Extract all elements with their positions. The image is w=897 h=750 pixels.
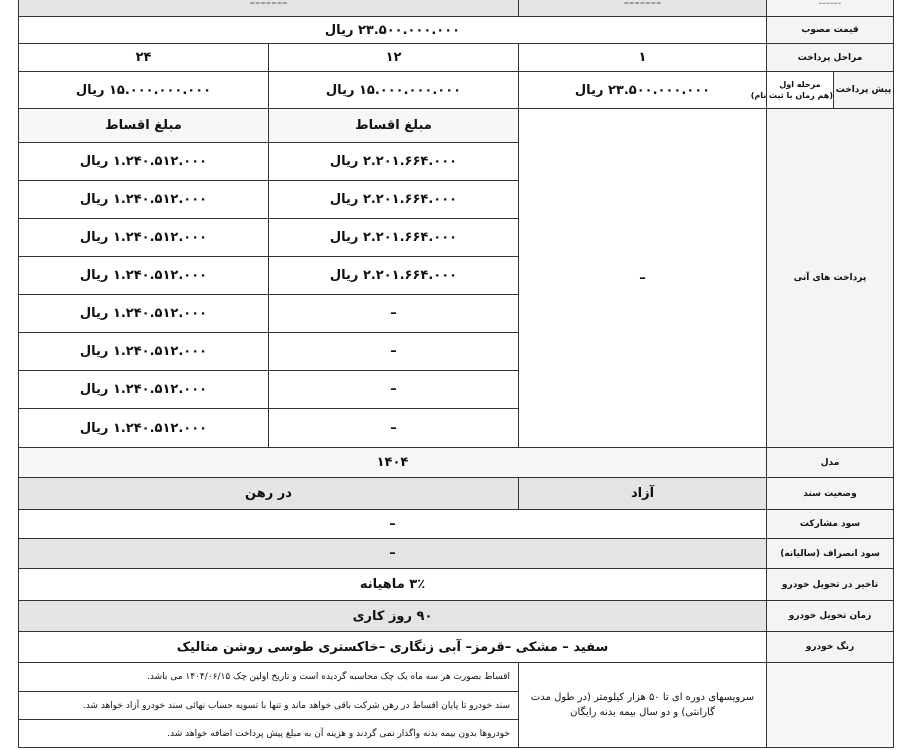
prepayment-24: ۱۵.۰۰۰.۰۰۰.۰۰۰ ریال xyxy=(19,72,269,109)
delivery-time-label: زمان تحویل خودرو xyxy=(767,601,894,632)
model-value: ۱۴۰۴ xyxy=(19,448,767,478)
installment-12-row-1: ۲.۲۰۱.۶۶۴.۰۰۰ ریال xyxy=(269,143,519,181)
prepayment-stage-cell xyxy=(750,72,834,109)
note-line-2: سند خودرو تا پایان اقساط در رهن شرکت باقی خواهد ماند و تنها با تسویه حساب نهائی سند خودرو آزاد خواهد شد. xyxy=(19,692,519,720)
installment-header-24: مبلغ اقساط xyxy=(19,109,269,143)
installment-12-row-4: ۲.۲۰۱.۶۶۴.۰۰۰ ریال xyxy=(269,257,519,295)
installment-24-row-6: ۱.۲۴۰.۵۱۲.۰۰۰ ریال xyxy=(19,333,269,371)
installment-header-12: مبلغ اقساط xyxy=(269,109,519,143)
installment-12-row-2: ۲.۲۰۱.۶۶۴.۰۰۰ ریال xyxy=(269,181,519,219)
delivery-delay-value: ۳٪ ماهیانه xyxy=(19,569,767,601)
installment-24-row-5: ۱.۲۴۰.۵۱۲.۰۰۰ ریال xyxy=(19,295,269,333)
installment-12-row-6: – xyxy=(269,333,519,371)
cancellation-profit-value: – xyxy=(19,539,767,569)
installment-12-row-5: – xyxy=(269,295,519,333)
note-line-1: اقساط بصورت هر سه ماه یک چک محاسبه گردیده است و تاریخ اولین چک ۱۴۰۴/۰۶/۱۵ می باشد. xyxy=(19,663,519,692)
partnership-profit-label: سود مشارکت xyxy=(767,510,894,539)
approved-price-value: ۲۳.۵۰۰.۰۰۰.۰۰۰ ریال xyxy=(19,17,767,44)
installment-12-row-7: – xyxy=(269,371,519,409)
prepayment-stage-note: (هم زمان با ثبت نام) xyxy=(750,91,833,100)
installment-24-row-3: ۱.۲۴۰.۵۱۲.۰۰۰ ریال xyxy=(19,219,269,257)
installment-12-row-8: – xyxy=(269,409,519,448)
stage-1: ۱ xyxy=(519,44,767,72)
approved-price-label: قیمت مصوب xyxy=(767,17,894,44)
installment-24-row-4: ۱.۲۴۰.۵۱۲.۰۰۰ ریال xyxy=(19,257,269,295)
installment-24-row-1: ۱.۲۴۰.۵۱۲.۰۰۰ ریال xyxy=(19,143,269,181)
prepayment-stage-label: مرحله اول xyxy=(779,80,821,89)
installment-24-row-7: ۱.۲۴۰.۵۱۲.۰۰۰ ریال xyxy=(19,371,269,409)
cancellation-profit-label: سود انصراف (سالیانه) xyxy=(767,539,894,569)
service-note: سرویسهای دوره ای تا ۵۰ هزار کیلومتر (در طول مدت گارانتی) و دو سال بیمه بدنه رایگان xyxy=(519,663,767,748)
note-line-3: خودروها بدون بیمه بدنه واگذار نمی گردند و هزینه آن به مبلغ پیش پرداخت اضافه خواهد شد. xyxy=(19,720,519,748)
header-label: ------ xyxy=(767,0,894,17)
car-color-label: رنگ خودرو xyxy=(767,632,894,663)
prepayment-label: پیش پرداخت xyxy=(834,72,894,109)
notes-label-cell xyxy=(767,663,894,748)
future-payments-label: پرداخت های آتی xyxy=(767,109,894,448)
model-label: مدل xyxy=(767,448,894,478)
installment-24-row-2: ۱.۲۴۰.۵۱۲.۰۰۰ ریال xyxy=(19,181,269,219)
header-cash-cell: ------- xyxy=(519,0,767,17)
document-status-cash: آزاد xyxy=(519,478,767,510)
stage-12: ۱۲ xyxy=(269,44,519,72)
sales-conditions-table xyxy=(18,0,894,748)
cash-future-dash: – xyxy=(519,109,767,448)
header-installment-cell: ------- xyxy=(19,0,519,17)
stage-24: ۲۴ xyxy=(19,44,269,72)
delivery-delay-label: تاخیر در تحویل خودرو xyxy=(767,569,894,601)
delivery-time-value: ۹۰ روز کاری xyxy=(19,601,767,632)
prepayment-1: ۲۳.۵۰۰.۰۰۰.۰۰۰ ریال xyxy=(519,72,767,109)
installment-12-row-3: ۲.۲۰۱.۶۶۴.۰۰۰ ریال xyxy=(269,219,519,257)
car-color-value: سفید – مشکی –قرمز– آبی زنگاری –خاکستری طوسی روشن متالیک xyxy=(19,632,767,663)
document-status-installment: در رهن xyxy=(19,478,519,510)
document-status-label: وضعیت سند xyxy=(767,478,894,510)
installment-24-row-8: ۱.۲۴۰.۵۱۲.۰۰۰ ریال xyxy=(19,409,269,448)
payment-stages-label: مراحل پرداخت xyxy=(767,44,894,72)
prepayment-12: ۱۵.۰۰۰.۰۰۰.۰۰۰ ریال xyxy=(269,72,519,109)
partnership-profit-value: – xyxy=(19,510,767,539)
